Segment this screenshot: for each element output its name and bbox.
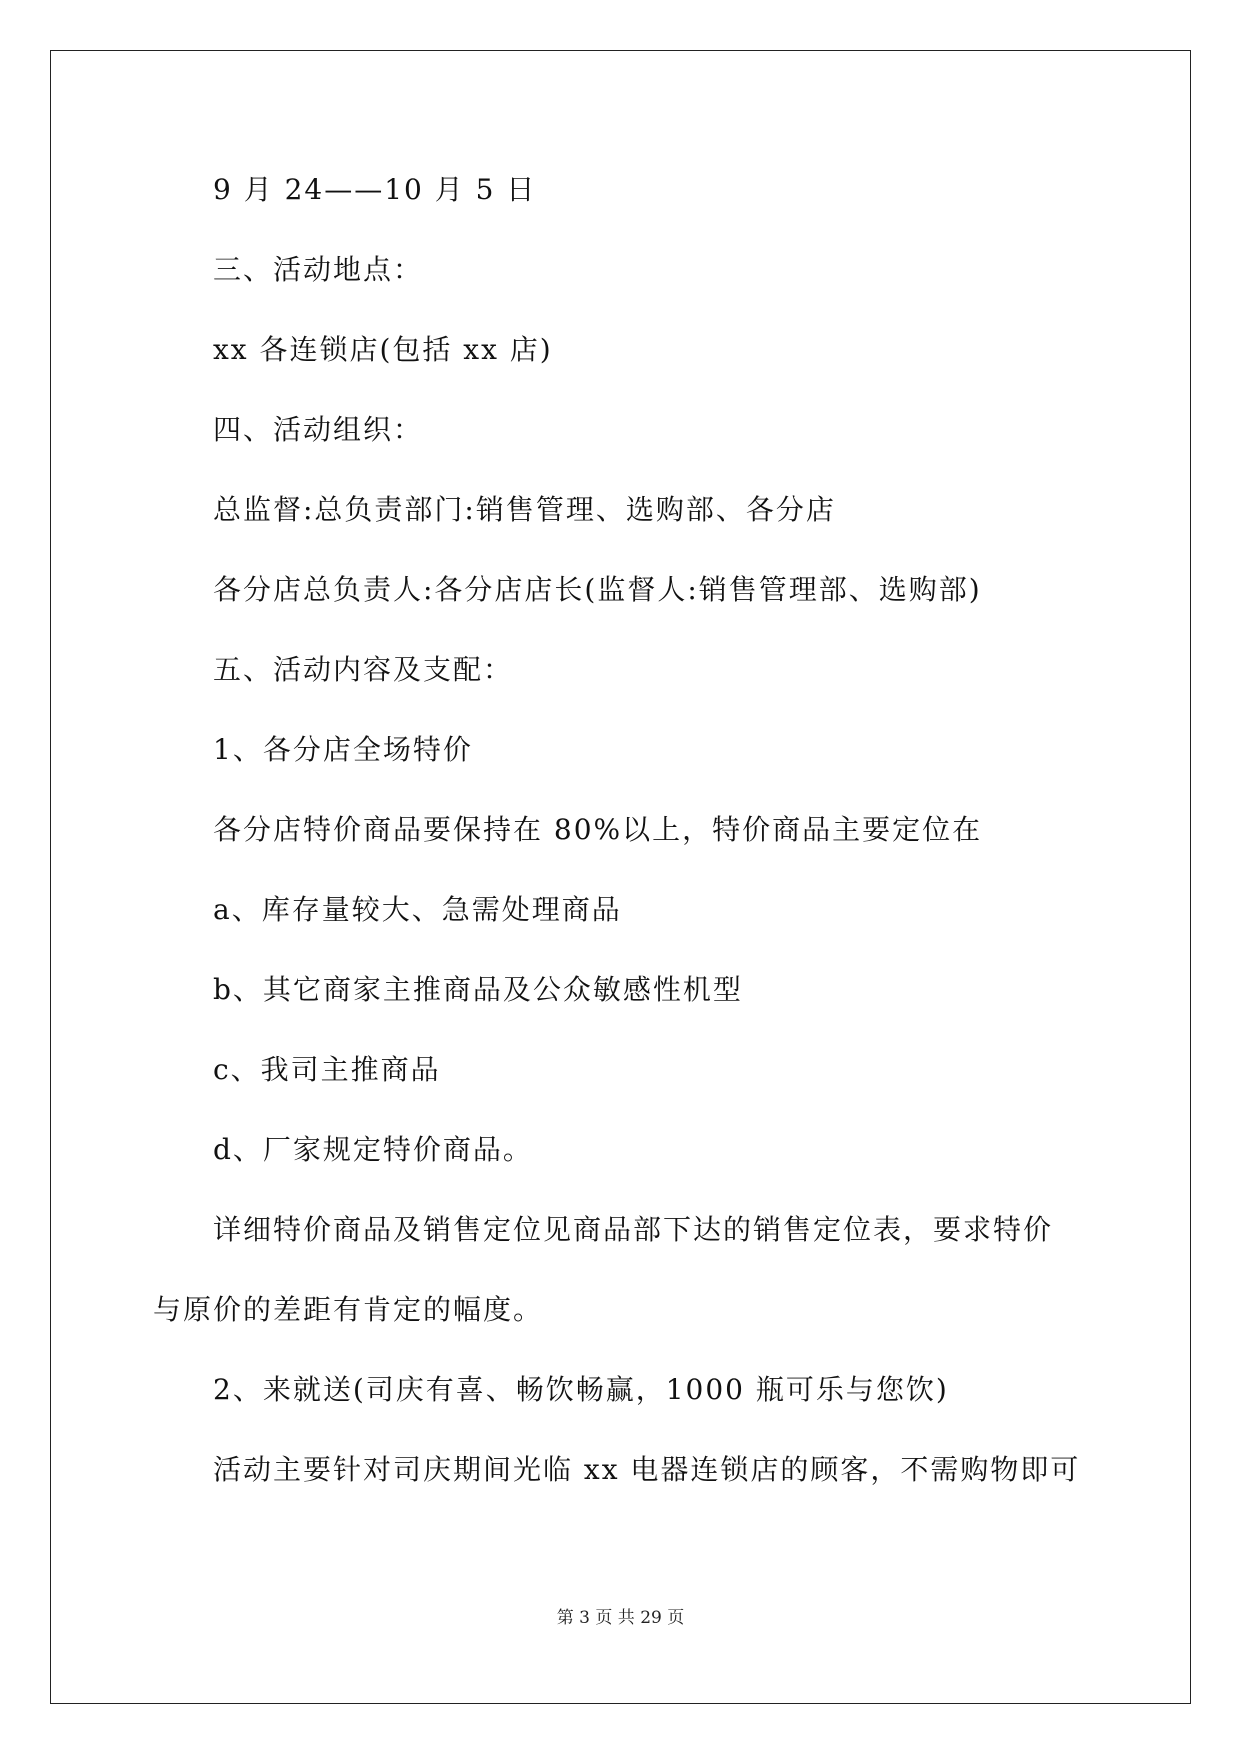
- text-line: xx 各连锁店(包括 xx 店): [213, 333, 553, 366]
- section-heading: 四、活动组织：: [213, 413, 424, 446]
- section-heading: 三、活动地点：: [213, 253, 424, 286]
- list-item: 2、来就送(司庆有喜、畅饮畅赢，1000 瓶可乐与您饮): [213, 1373, 949, 1406]
- text-line: 详细特价商品及销售定位见商品部下达的销售定位表，要求特价: [213, 1213, 1054, 1246]
- text-line: 总监督:总负责部门:销售管理、选购部、各分店: [213, 493, 836, 526]
- text-line: 各分店特价商品要保持在 80%以上，特价商品主要定位在: [213, 813, 983, 846]
- page-number: 第 3 页 共 29 页: [556, 1608, 685, 1628]
- text-line: 与原价的差距有肯定的幅度。: [153, 1293, 544, 1326]
- list-item: c、我司主推商品: [213, 1053, 441, 1086]
- list-item: 1、各分店全场特价: [213, 733, 473, 766]
- list-item: b、其它商家主推商品及公众敏感性机型: [213, 973, 743, 1006]
- text-line: 活动主要针对司庆期间光临 xx 电器连锁店的顾客，不需购物即可: [213, 1453, 1081, 1486]
- section-heading: 五、活动内容及支配：: [213, 653, 514, 686]
- list-item: a、库存量较大、急需处理商品: [213, 893, 622, 926]
- text-line: 9 月 24——10 月 5 日: [213, 173, 537, 206]
- list-item: d、厂家规定特价商品。: [213, 1133, 533, 1166]
- text-line: 各分店总负责人:各分店店长(监督人:销售管理部、选购部): [213, 573, 982, 606]
